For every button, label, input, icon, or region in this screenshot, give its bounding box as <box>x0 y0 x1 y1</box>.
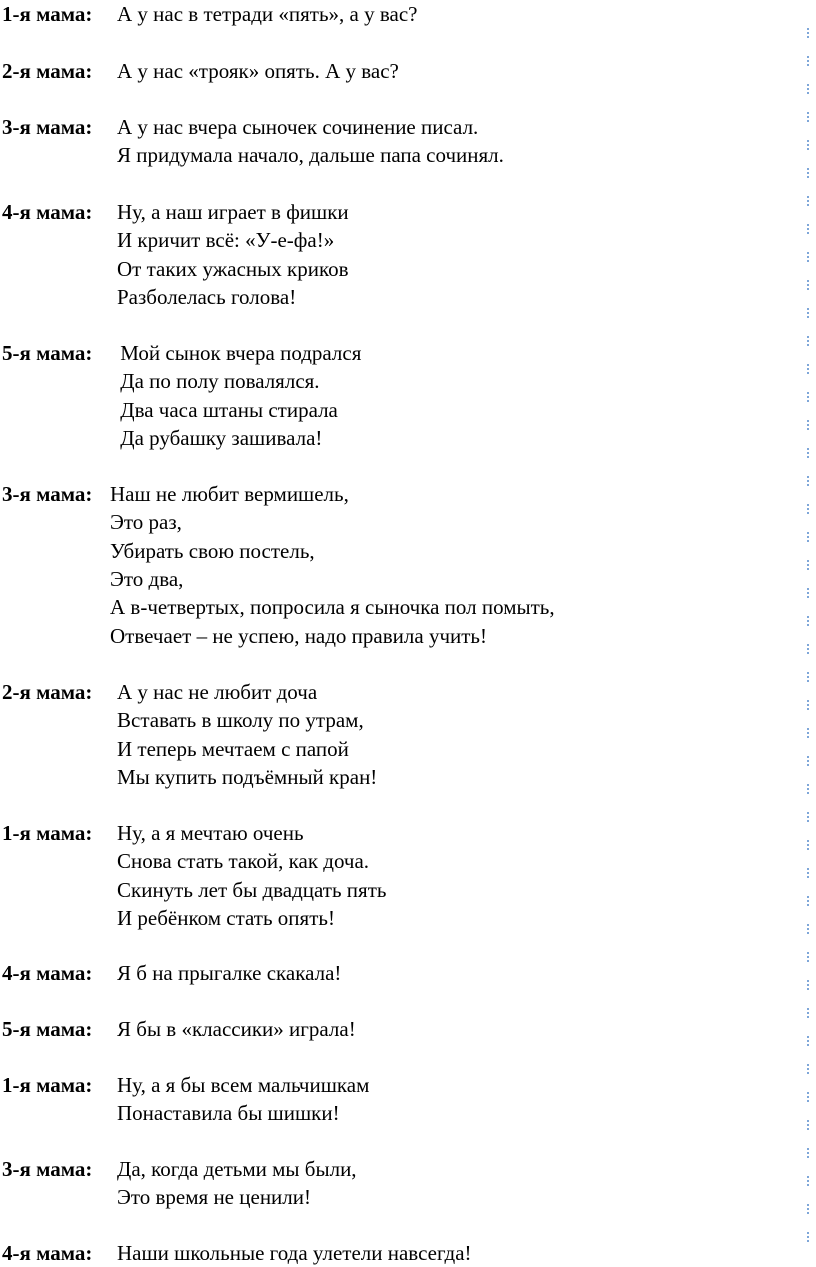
edge-mark <box>807 140 815 150</box>
edge-mark <box>807 252 815 262</box>
verse-line: Убирать свою постель, <box>110 538 315 563</box>
verse-line: А у нас вчера сыночек сочинение писал. <box>117 115 479 139</box>
edge-mark <box>807 980 815 990</box>
verse-line: Это два, <box>110 566 184 591</box>
edge-mark <box>807 392 815 402</box>
verse-line: Это раз, <box>110 510 182 535</box>
speaker-label: 3-я мама: <box>2 115 93 139</box>
speaker-label: 5-я мама: <box>2 341 93 365</box>
verse-line: А у нас не любит доча <box>117 680 318 704</box>
verse-line: А в-четвертых, попросила я сыночка пол помыть, <box>110 595 555 620</box>
edge-mark <box>807 784 815 794</box>
verse-line: Мы купить подъёмный кран! <box>117 764 378 789</box>
edge-mark <box>807 644 815 654</box>
edge-mark <box>807 952 815 962</box>
verse-line: Я б на прыгалке скакала! <box>117 961 342 985</box>
edge-mark <box>807 924 815 934</box>
verse-line: Да по полу повалялся. <box>115 369 320 394</box>
edge-mark <box>807 672 815 682</box>
speaker-label: 2-я мама: <box>2 59 93 83</box>
verse-line: И кричит всё: «У-е-фа!» <box>117 228 335 253</box>
edge-mark <box>807 308 815 318</box>
verse-line: А у нас «трояк» опять. А у вас? <box>117 59 399 83</box>
edge-mark <box>807 812 815 822</box>
edge-mark <box>807 364 815 374</box>
edge-mark <box>807 280 815 290</box>
verse-line: И ребёнком стать опять! <box>117 905 335 930</box>
page-edge-marks <box>806 0 816 1266</box>
speaker-label: 1-я мама: <box>2 2 93 26</box>
verse-line: Ну, а наш играет в фишки <box>117 200 349 224</box>
edge-mark <box>807 196 815 206</box>
edge-mark <box>807 56 815 66</box>
edge-mark <box>807 1092 815 1102</box>
edge-mark <box>807 896 815 906</box>
verse-line: Я придумала начало, дальше папа сочинял. <box>117 143 504 168</box>
edge-mark <box>807 1120 815 1130</box>
edge-mark <box>807 504 815 514</box>
edge-mark <box>807 1176 815 1186</box>
verse-line: Ну, а я мечтаю очень <box>117 821 304 845</box>
edge-mark <box>807 532 815 542</box>
speaker-label: 3-я мама: <box>2 482 93 506</box>
edge-mark <box>807 224 815 234</box>
edge-mark <box>807 700 815 710</box>
edge-mark <box>807 336 815 346</box>
edge-mark <box>807 168 815 178</box>
verse-line: Скинуть лет бы двадцать пять <box>117 877 387 902</box>
edge-mark <box>807 28 815 38</box>
edge-mark <box>807 1064 815 1074</box>
edge-mark <box>807 616 815 626</box>
edge-mark <box>807 1204 815 1214</box>
speaker-label: 4-я мама: <box>2 200 93 224</box>
edge-mark <box>807 840 815 850</box>
verse-line: И теперь мечтаем с папой <box>117 736 349 761</box>
speaker-label: 1-я мама: <box>2 1073 93 1097</box>
edge-mark <box>807 1232 815 1242</box>
verse-line: Разболелась голова! <box>117 284 297 309</box>
edge-mark <box>807 476 815 486</box>
verse-line: От таких ужасных криков <box>117 256 349 281</box>
edge-mark <box>807 588 815 598</box>
edge-mark <box>807 1148 815 1158</box>
edge-mark <box>807 84 815 94</box>
edge-mark <box>807 756 815 766</box>
speaker-label: 2-я мама: <box>2 680 93 704</box>
verse-line: Снова стать такой, как доча. <box>117 849 370 874</box>
verse-line: Ну, а я бы всем мальчишкам <box>117 1073 370 1097</box>
edge-mark <box>807 868 815 878</box>
verse-line: Да рубашку зашивала! <box>115 425 323 450</box>
edge-mark <box>807 1036 815 1046</box>
verse-line: А у нас в тетради «пять», а у вас? <box>117 2 418 26</box>
speaker-label: 1-я мама: <box>2 821 93 845</box>
verse-line: Вставать в школу по утрам, <box>117 708 364 733</box>
verse-line: Отвечает – не успею, надо правила учить! <box>110 623 487 648</box>
edge-mark <box>807 448 815 458</box>
speaker-label: 4-я мама: <box>2 961 93 985</box>
speaker-label: 3-я мама: <box>2 1157 93 1181</box>
speaker-label: 5-я мама: <box>2 1017 93 1041</box>
verse-line: Мой сынок вчера подрался <box>115 341 362 365</box>
edge-mark <box>807 728 815 738</box>
edge-mark <box>807 560 815 570</box>
edge-mark <box>807 1008 815 1018</box>
verse-line: Два часа штаны стирала <box>115 397 338 422</box>
edge-mark <box>807 112 815 122</box>
verse-line: Я бы в «классики» играла! <box>117 1017 356 1041</box>
verse-line: Наш не любит вермишель, <box>110 482 349 506</box>
speaker-label: 4-я мама: <box>2 1241 93 1265</box>
edge-mark <box>807 420 815 430</box>
verse-line: Это время не ценили! <box>117 1185 312 1210</box>
verse-line: Наши школьные года улетели навсегда! <box>117 1241 472 1265</box>
verse-line: Понаставила бы шишки! <box>117 1101 340 1126</box>
verse-line: Да, когда детьми мы были, <box>117 1157 357 1181</box>
